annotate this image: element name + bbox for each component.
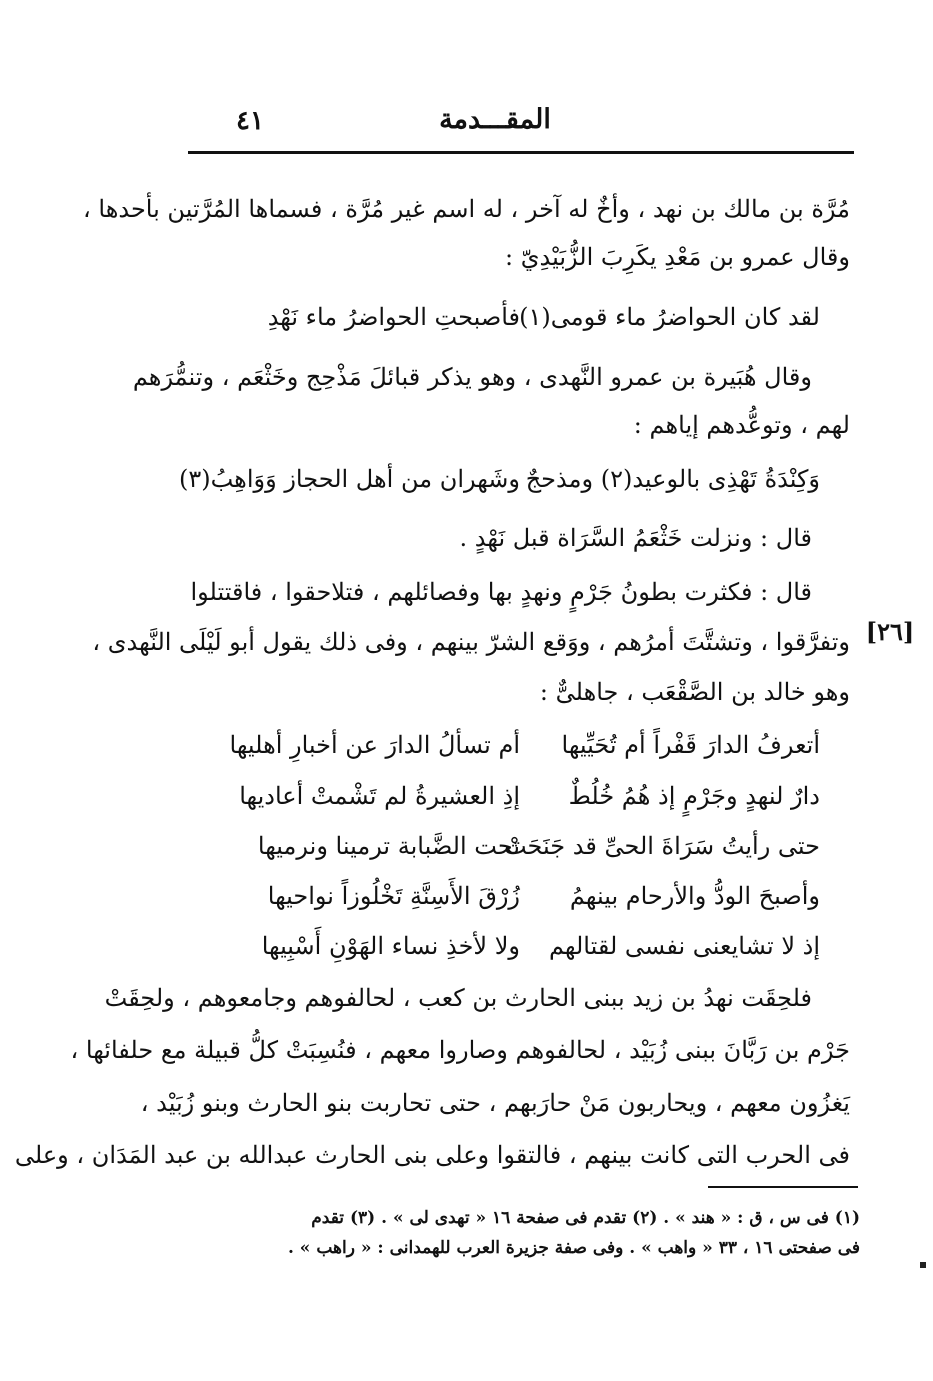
text-line: وتفرَّقوا ، وتشتَّتَ أمرُهم ، ووَقع الشرّ بينهم ، وفى ذلك يقول أبو لَيْلَى النَّهدى ،: [92, 628, 850, 656]
verse-second-hemistich: فأصبحتِ الحواضرُ ماء نَهْدِ: [267, 303, 520, 331]
footnote-line: (١) فى س ، ق : « هند » . (٢) تقدم فى صفحة ١٦ « تهدى لى » . (٣) تقدم: [311, 1208, 860, 1228]
verse-first-hemistich: وَكِنْدَةُ تَهْذِى بالوعيد(٢) ومذحجٌ: [525, 465, 820, 493]
margin-reference: [٢٦]: [865, 617, 915, 646]
verse-first-hemistich: لقد كان الحواضرُ ماء قومى(١): [519, 303, 820, 331]
scan-mark: [920, 1262, 926, 1268]
footnote-divider: [708, 1186, 858, 1188]
poem-second-hemistich: إذِ العشيرةُ لم تَشْمتْ أعاديها: [239, 782, 520, 810]
text-line: قال : ونزلت خَثْعَمُ السَّرَاة قبل نَهْدٍ .: [459, 524, 812, 552]
verse-second-hemistich: وشَهران من أهل الحجاز وَوَاهِبُ(٣): [178, 465, 520, 493]
running-title: المقـــدمة: [439, 104, 551, 135]
text-line: وقال عمرو بن مَعْدِ يكَرِبَ الزُّبَيْدِيّ :: [505, 243, 850, 271]
poem-first-hemistich: حتى رأيتُ سَرَاةَ الحىِّ قد جَنَحَتْ: [503, 832, 820, 860]
poem-second-hemistich: زُرْقَ الأَسِنَّةِ تَخْلُوزاً نواحيها: [267, 882, 520, 910]
footnote-line: فى صفحتى ١٦ ، ٣٣ « واهب » . وفى صفة جزيرة العرب للهمدانى : « راهب » .: [287, 1238, 860, 1258]
text-line: مُرَّة بن مالك بن نهد ، وأخٌ له آخر ، له اسم غير مُرَّة ، فسماها المُرَّتين بأحدها ،: [83, 195, 850, 223]
header-divider: [188, 151, 854, 154]
text-line: لهم ، وتوعُّدهم إياهم :: [633, 411, 850, 439]
page-number: ٤١: [236, 106, 264, 136]
poem-first-hemistich: دارٌ لنهدٍ وجَرْمٍ إذ هُمُ خُلُطٌ: [568, 782, 820, 810]
poem-first-hemistich: إذ لا تشايعنى نفسى لقتالهم: [548, 932, 820, 960]
poem-first-hemistich: وأصبحَ الودُّ والأرحام بينهمُ: [569, 882, 820, 910]
text-line: يَغزُون معهم ، ويحاربون مَنْ حارَبهم ، حتى تحاربت بنو الحارث وبنو زُبَيْد ،: [140, 1089, 850, 1117]
text-line: فلحِقَت نهدُ بن زيد ببنى الحارث بن كعب ، لحالفوهم وجامعوهم ، ولحِقَتْ: [104, 984, 812, 1012]
poem-second-hemistich: أم تسألُ الدارَ عن أخبارِ أهليها: [229, 731, 520, 759]
text-line: وقال هُبَيرة بن عمرو النَّهدى ، وهو يذكر قبائلَ مَذْحِج وخَثْعَم ، وتنمُّرَهم: [132, 363, 812, 391]
poem-first-hemistich: أتعرفُ الدارَ قَفْراً أم تُحَيِّيها: [561, 731, 820, 759]
text-line: قال : فكثرت بطونُ جَرْمٍ ونهدٍ بها وفصائلهم ، فتلاحقوا ، فاقتتلوا: [190, 578, 812, 606]
poem-second-hemistich: تحت الضَّبابة ترمينا ونرميها: [257, 832, 520, 860]
poem-second-hemistich: ولا لأخذِ نساء الهَوْنِ أَسْبِيها: [261, 932, 520, 960]
text-line: جَرْم بن رَبَّانَ ببنى زُبَيْد ، لحالفوهم وصاروا معهم ، فنُسِبَتْ كلُّ قبيلة مع حلفائها ،: [70, 1036, 850, 1064]
text-line: وهو خالد بن الصَّقْعَب ، جاهلىٌّ :: [539, 678, 850, 706]
text-line: فى الحرب التى كانت بينهم ، فالتقوا وعلى بنى الحارث عبدالله بن عبد المَدَان ، وعلى: [14, 1141, 850, 1169]
